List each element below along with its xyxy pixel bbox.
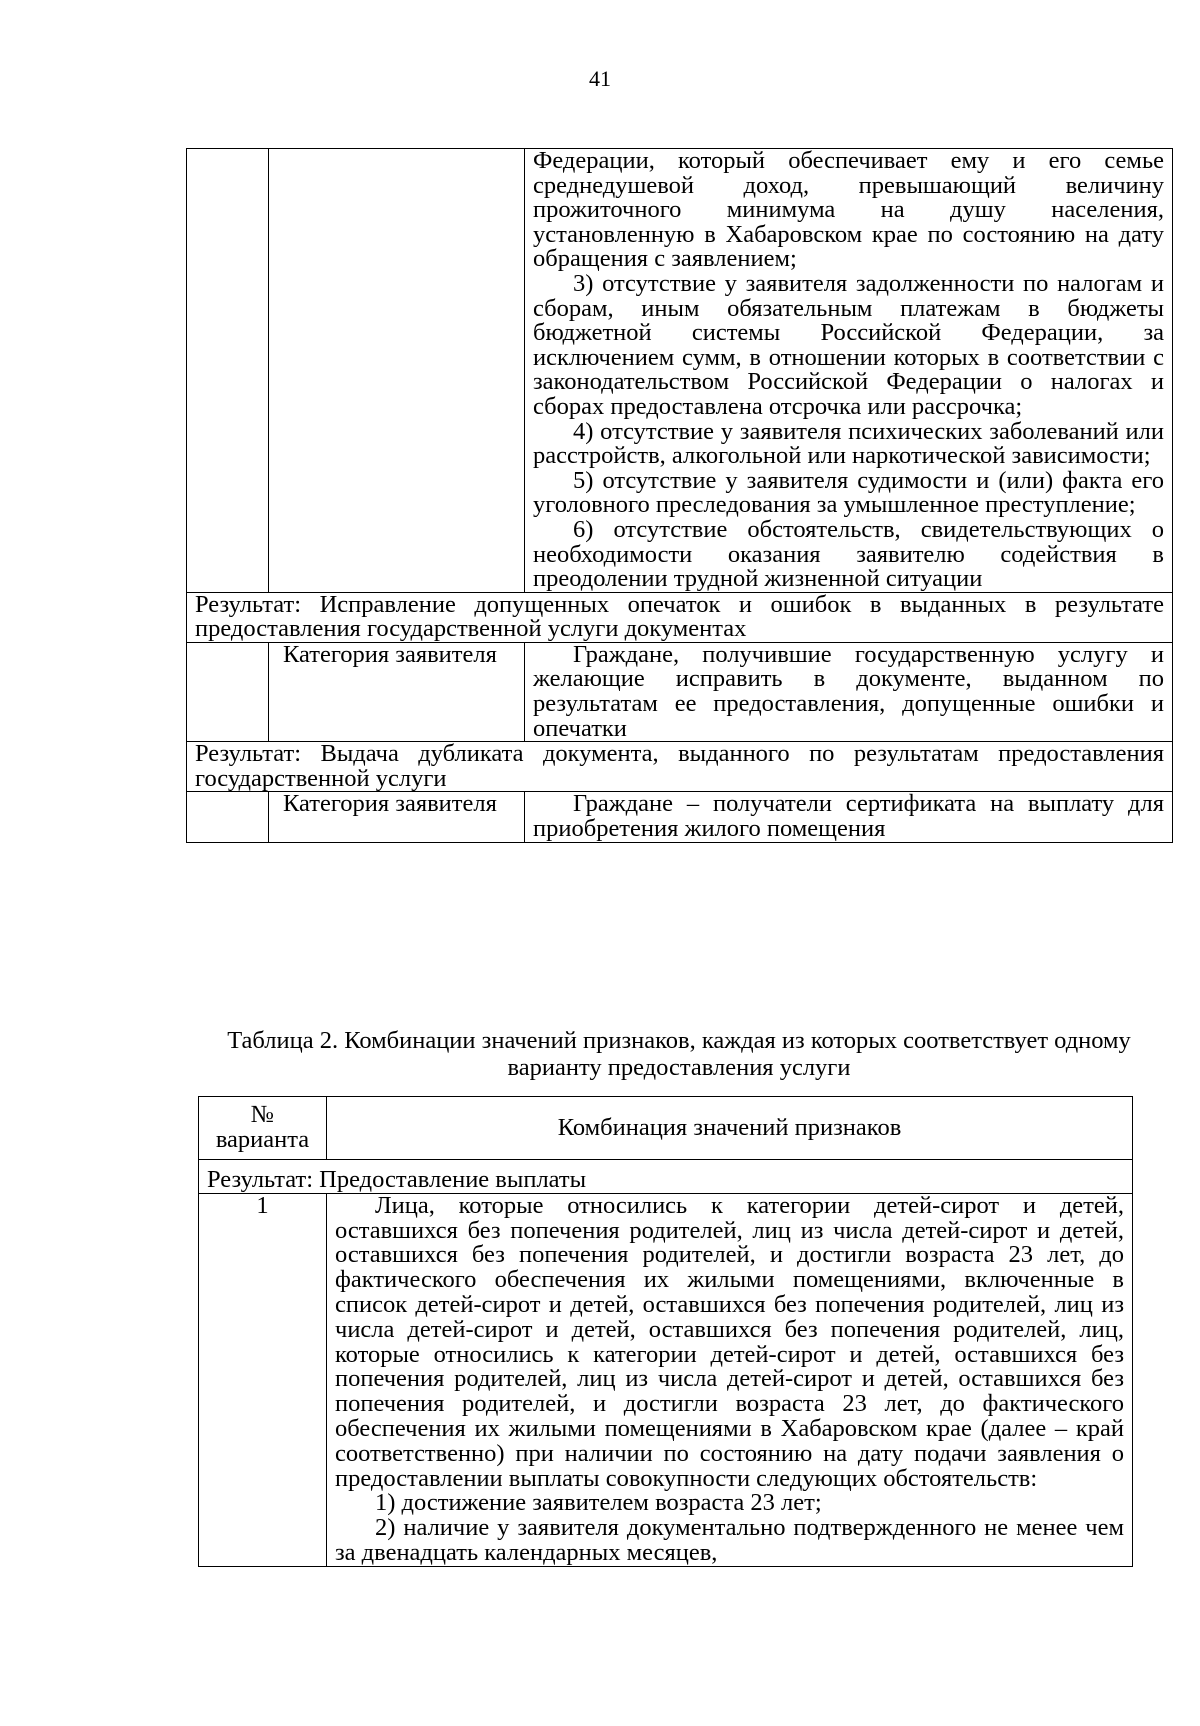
empty-cell bbox=[187, 792, 269, 842]
variant-description: Лица, которые относились к категории детей-сирот и детей, оставшихся без попечения родителей, лиц из числа детей-сирот и детей, оставшихся без попечения родителей, и достигли возраста 23 лет, до фактического обеспечения их жилыми помещениями, включенные в список детей-сирот и детей, оставшихся без попечения родителей, лиц из числа детей-сирот и детей, оставшихся без попечения родителей, лиц, которые относились к категории детей-сирот и детей, оставшихся без попечения родителей, лиц из числа детей-сирот и детей, оставшихся без попечения родителей, и достигли возраста 23 лет, до фактического обеспечения их жилыми помещениями в Хабаровском крае (далее – край соответственно) при наличии по состоянию на дату подачи заявления о предоставлении выплаты совокупности следующих обстоятельств: bbox=[335, 1191, 1124, 1492]
table2-caption: Таблица 2. Комбинации значений признаков, каждая из которых соответствует одному варианту предоставления услуги bbox=[227, 1027, 1131, 1081]
criteria-item-4: 4) отсутствие у заявителя психических заболеваний или расстройств, алкогольной или наркотической зависимости; bbox=[533, 417, 1164, 470]
table-row bbox=[187, 792, 1173, 842]
result-row bbox=[187, 592, 1173, 642]
page-number: 41 bbox=[589, 66, 611, 91]
empty-cell bbox=[269, 149, 525, 593]
result-row bbox=[187, 742, 1173, 792]
variant-combination bbox=[327, 1193, 1133, 1566]
table-row bbox=[187, 642, 1173, 741]
category-value: Граждане – получатели сертификата на выплату для приобретения жилого помещения bbox=[525, 792, 1173, 842]
header-variant-number: № варианта bbox=[199, 1097, 327, 1160]
variant-number: 1 bbox=[199, 1193, 327, 1566]
category-label: Категория заявителя bbox=[269, 642, 525, 741]
criteria-continuation: Федерации, который обеспечивает ему и его семье среднедушевой доход, превышающий величину прожиточного минимума на душу населения, установленную в Хабаровском крае по состоянию на дату обращения с заявлением; bbox=[533, 147, 1164, 273]
category-label: Категория заявителя bbox=[269, 792, 525, 842]
table-header-row bbox=[199, 1097, 1133, 1160]
criteria-item-3: 3) отсутствие у заявителя задолженности по налогам и сборам, иным обязательным платежам в бюджеты бюджетной системы Российской Федерации, за исключением сумм, в отношении которых в соответствии с законодательством Российской Федерации о налогах и сборах предоставлена отсрочка или рассрочка; bbox=[533, 269, 1164, 420]
variant-item-2: 2) наличие у заявителя документально подтвержденного не менее чем за двенадцать календарных месяцев, bbox=[335, 1514, 1124, 1566]
variants-table bbox=[198, 1096, 1133, 1567]
header-combination: Комбинация значений признаков bbox=[327, 1097, 1133, 1160]
criteria-item-6: 6) отсутствие обстоятельств, свидетельствующих о необходимости оказания заявителю содействия в преодолении трудной жизненной ситуации bbox=[533, 515, 1164, 593]
result-payment: Результат: Предоставление выплаты bbox=[199, 1160, 1133, 1194]
result-correction: Результат: Исправление допущенных опечаток и ошибок в выданных в результате предоставления государственной услуги документах bbox=[187, 592, 1173, 642]
criteria-cell bbox=[525, 149, 1173, 593]
empty-cell bbox=[187, 149, 269, 593]
variant-item-1: 1) достижение заявителем возраста 23 лет; bbox=[375, 1489, 822, 1517]
applicant-criteria-table bbox=[186, 148, 1173, 843]
table-row bbox=[187, 149, 1173, 593]
table-row bbox=[199, 1193, 1133, 1566]
criteria-item-5: 5) отсутствие у заявителя судимости и (или) факта его уголовного преследования за умышленное преступление; bbox=[533, 466, 1164, 519]
result-duplicate: Результат: Выдача дубликата документа, выданного по результатам предоставления государственной услуги bbox=[187, 742, 1173, 792]
result-row bbox=[199, 1160, 1133, 1194]
empty-cell bbox=[187, 642, 269, 741]
category-value: Граждане, получившие государственную услугу и желающие исправить в документе, выданном по результатам ее предоставления, допущенные ошибки и опечатки bbox=[525, 642, 1173, 741]
